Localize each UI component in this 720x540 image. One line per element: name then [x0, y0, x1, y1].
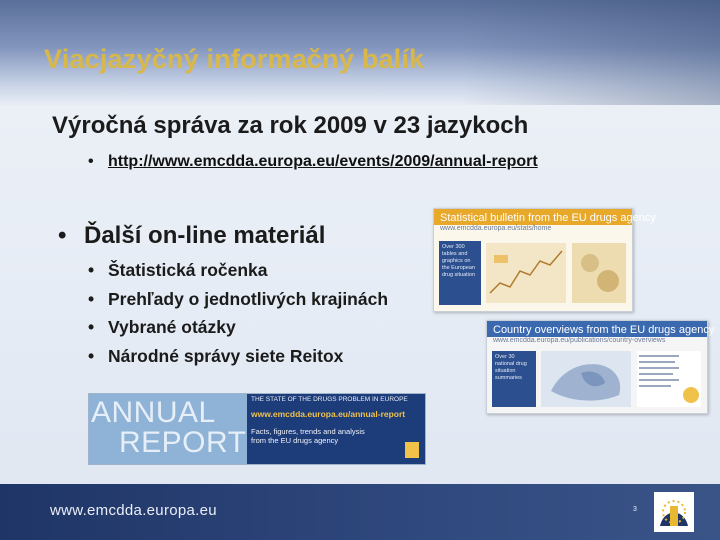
annual-banner-heading: THE STATE OF THE DRUGS PROBLEM IN EUROPE: [251, 396, 408, 403]
annual-report-banner[interactable]: [88, 393, 426, 465]
stats-thumb-panel: [439, 241, 481, 305]
sub-bullet-text: Prehľady o jednotlivých krajinách: [108, 289, 389, 309]
sub-bullet-item: [88, 260, 268, 281]
bullet-marker: •: [88, 317, 95, 337]
link-bullet-item: [88, 153, 538, 171]
bullet-marker: •: [88, 260, 95, 280]
bullet-marker: •: [58, 222, 67, 249]
annual-desc-line: Facts, figures, trends and analysis: [251, 427, 365, 436]
country-overviews-thumbnail[interactable]: [486, 320, 715, 414]
report-word: REPORT: [119, 426, 247, 459]
line-chart-graphic: [486, 243, 566, 303]
stats-thumb-url: www.emcdda.europa.eu/stats/home: [440, 225, 552, 232]
annual-banner-description: [251, 427, 365, 445]
country-thumb-heading: Country overviews from the EU drugs agency: [487, 321, 707, 337]
stats-thumb-heading: Statistical bulletin from the EU drugs agency: [434, 209, 632, 225]
sub-bullet-text: Národné správy siete Reitox: [108, 346, 344, 366]
stats-panel-text: Over 300 tables and graphics on the European drug situation: [442, 244, 476, 278]
bullet-marker: •: [88, 153, 94, 170]
header-shadow: [460, 0, 720, 105]
annual-desc-line: from the EU drugs agency: [251, 436, 339, 445]
sub-bullet-item: [88, 289, 388, 310]
sub-bullet-item: [88, 346, 343, 367]
slide-subtitle: Výročná správa za rok 2009 v 23 jazykoch: [52, 112, 529, 139]
annual-banner-panel: [247, 394, 425, 464]
country-table-graphic: [637, 351, 701, 407]
main-bullet-text: Ďalší on-line materiál: [84, 222, 326, 249]
statistical-bulletin-thumbnail[interactable]: [433, 208, 656, 312]
slide-title: Viacjazyčný informačný balík: [44, 44, 425, 74]
country-thumb-url: www.emcdda.europa.eu/publications/country-overviews: [493, 337, 666, 344]
footer-url: www.emcdda.europa.eu: [50, 502, 217, 519]
annual-banner-url: www.emcdda.europa.eu/annual-report: [251, 409, 406, 419]
main-bullet-item: [58, 222, 325, 250]
annual-word: ANNUAL: [91, 396, 216, 429]
sub-bullet-text: Štatistická ročenka: [108, 260, 268, 280]
emcdda-logo-icon: [654, 492, 694, 532]
footer-bar: [0, 484, 720, 540]
country-panel-text: Over 30 national drug situation summaries: [495, 354, 527, 381]
sub-bullet-item: [88, 317, 236, 338]
stats-thumb-chart: [486, 243, 566, 303]
bullet-marker: •: [88, 346, 95, 366]
bullet-marker: •: [88, 289, 95, 309]
sub-bullet-text: Vybrané otázky: [108, 317, 236, 337]
europe-map-graphic: [541, 351, 631, 407]
emcdda-small-logo: [405, 442, 419, 458]
page-number: 3: [633, 506, 637, 513]
map-graphic: [572, 243, 626, 303]
country-thumb-panel: [492, 351, 536, 407]
annual-report-link[interactable]: http://www.emcdda.europa.eu/events/2009/annual-report: [108, 153, 538, 170]
stats-thumb-figures: [572, 243, 626, 303]
